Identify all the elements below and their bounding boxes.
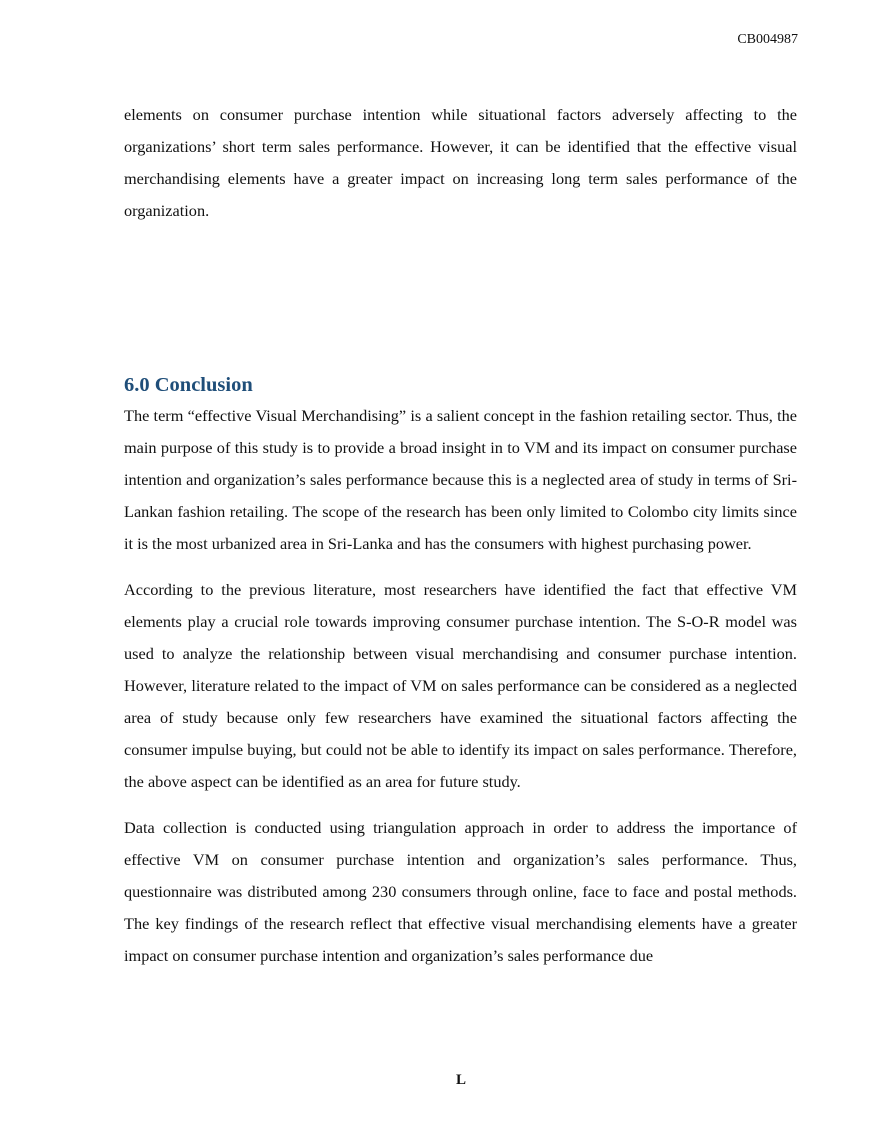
page-content <box>124 99 797 972</box>
intro-paragraph: elements on consumer purchase intention while situational factors adversely affecting to the organizations’ short term sales performance. However, it can be identified that the effective visual merchandising elements have a greater impact on increasing long term sales performance of the organization. <box>124 105 797 220</box>
conclusion-paragraph-1: The term “effective Visual Merchandising” is a salient concept in the fashion retailing sector. Thus, the main purpose of this study is to provide a broad insight in to VM and its impact on consumer purchase intention and organization’s sales performance because this is a neglected area of study in terms of Sri-Lankan fashion retailing. The scope of the research has been only limited to Colombo city limits since it is the most urbanized area in Sri-Lanka and has the consumers with highest purchasing power. <box>124 406 797 553</box>
document-id: CB004987 <box>737 32 798 47</box>
conclusion-paragraph-3: Data collection is conducted using triangulation approach in order to address the importance of effective VM on consumer purchase intention and organization’s sales performance. Thus, questionnaire was distributed among 230 consumers through online, face to face and postal methods. The key findings of the research reflect that effective visual merchandising elements have a greater impact on consumer purchase intention and organization’s sales performance due <box>124 818 797 965</box>
page-number: L <box>455 1072 466 1088</box>
conclusion-paragraph-2: According to the previous literature, most researchers have identified the fact that effective VM elements play a crucial role towards improving consumer purchase intention. The S-O-R model was used to analyze the relationship between visual merchandising and consumer purchase intention. However, literature related to the impact of VM on sales performance can be considered as a neglected area of study because only few researchers have examined the situational factors affecting the consumer impulse buying, but could not be able to identify its impact on sales performance. Therefore, the above aspect can be identified as an area for future study. <box>124 580 797 791</box>
section-heading: 6.0 Conclusion <box>124 374 253 396</box>
